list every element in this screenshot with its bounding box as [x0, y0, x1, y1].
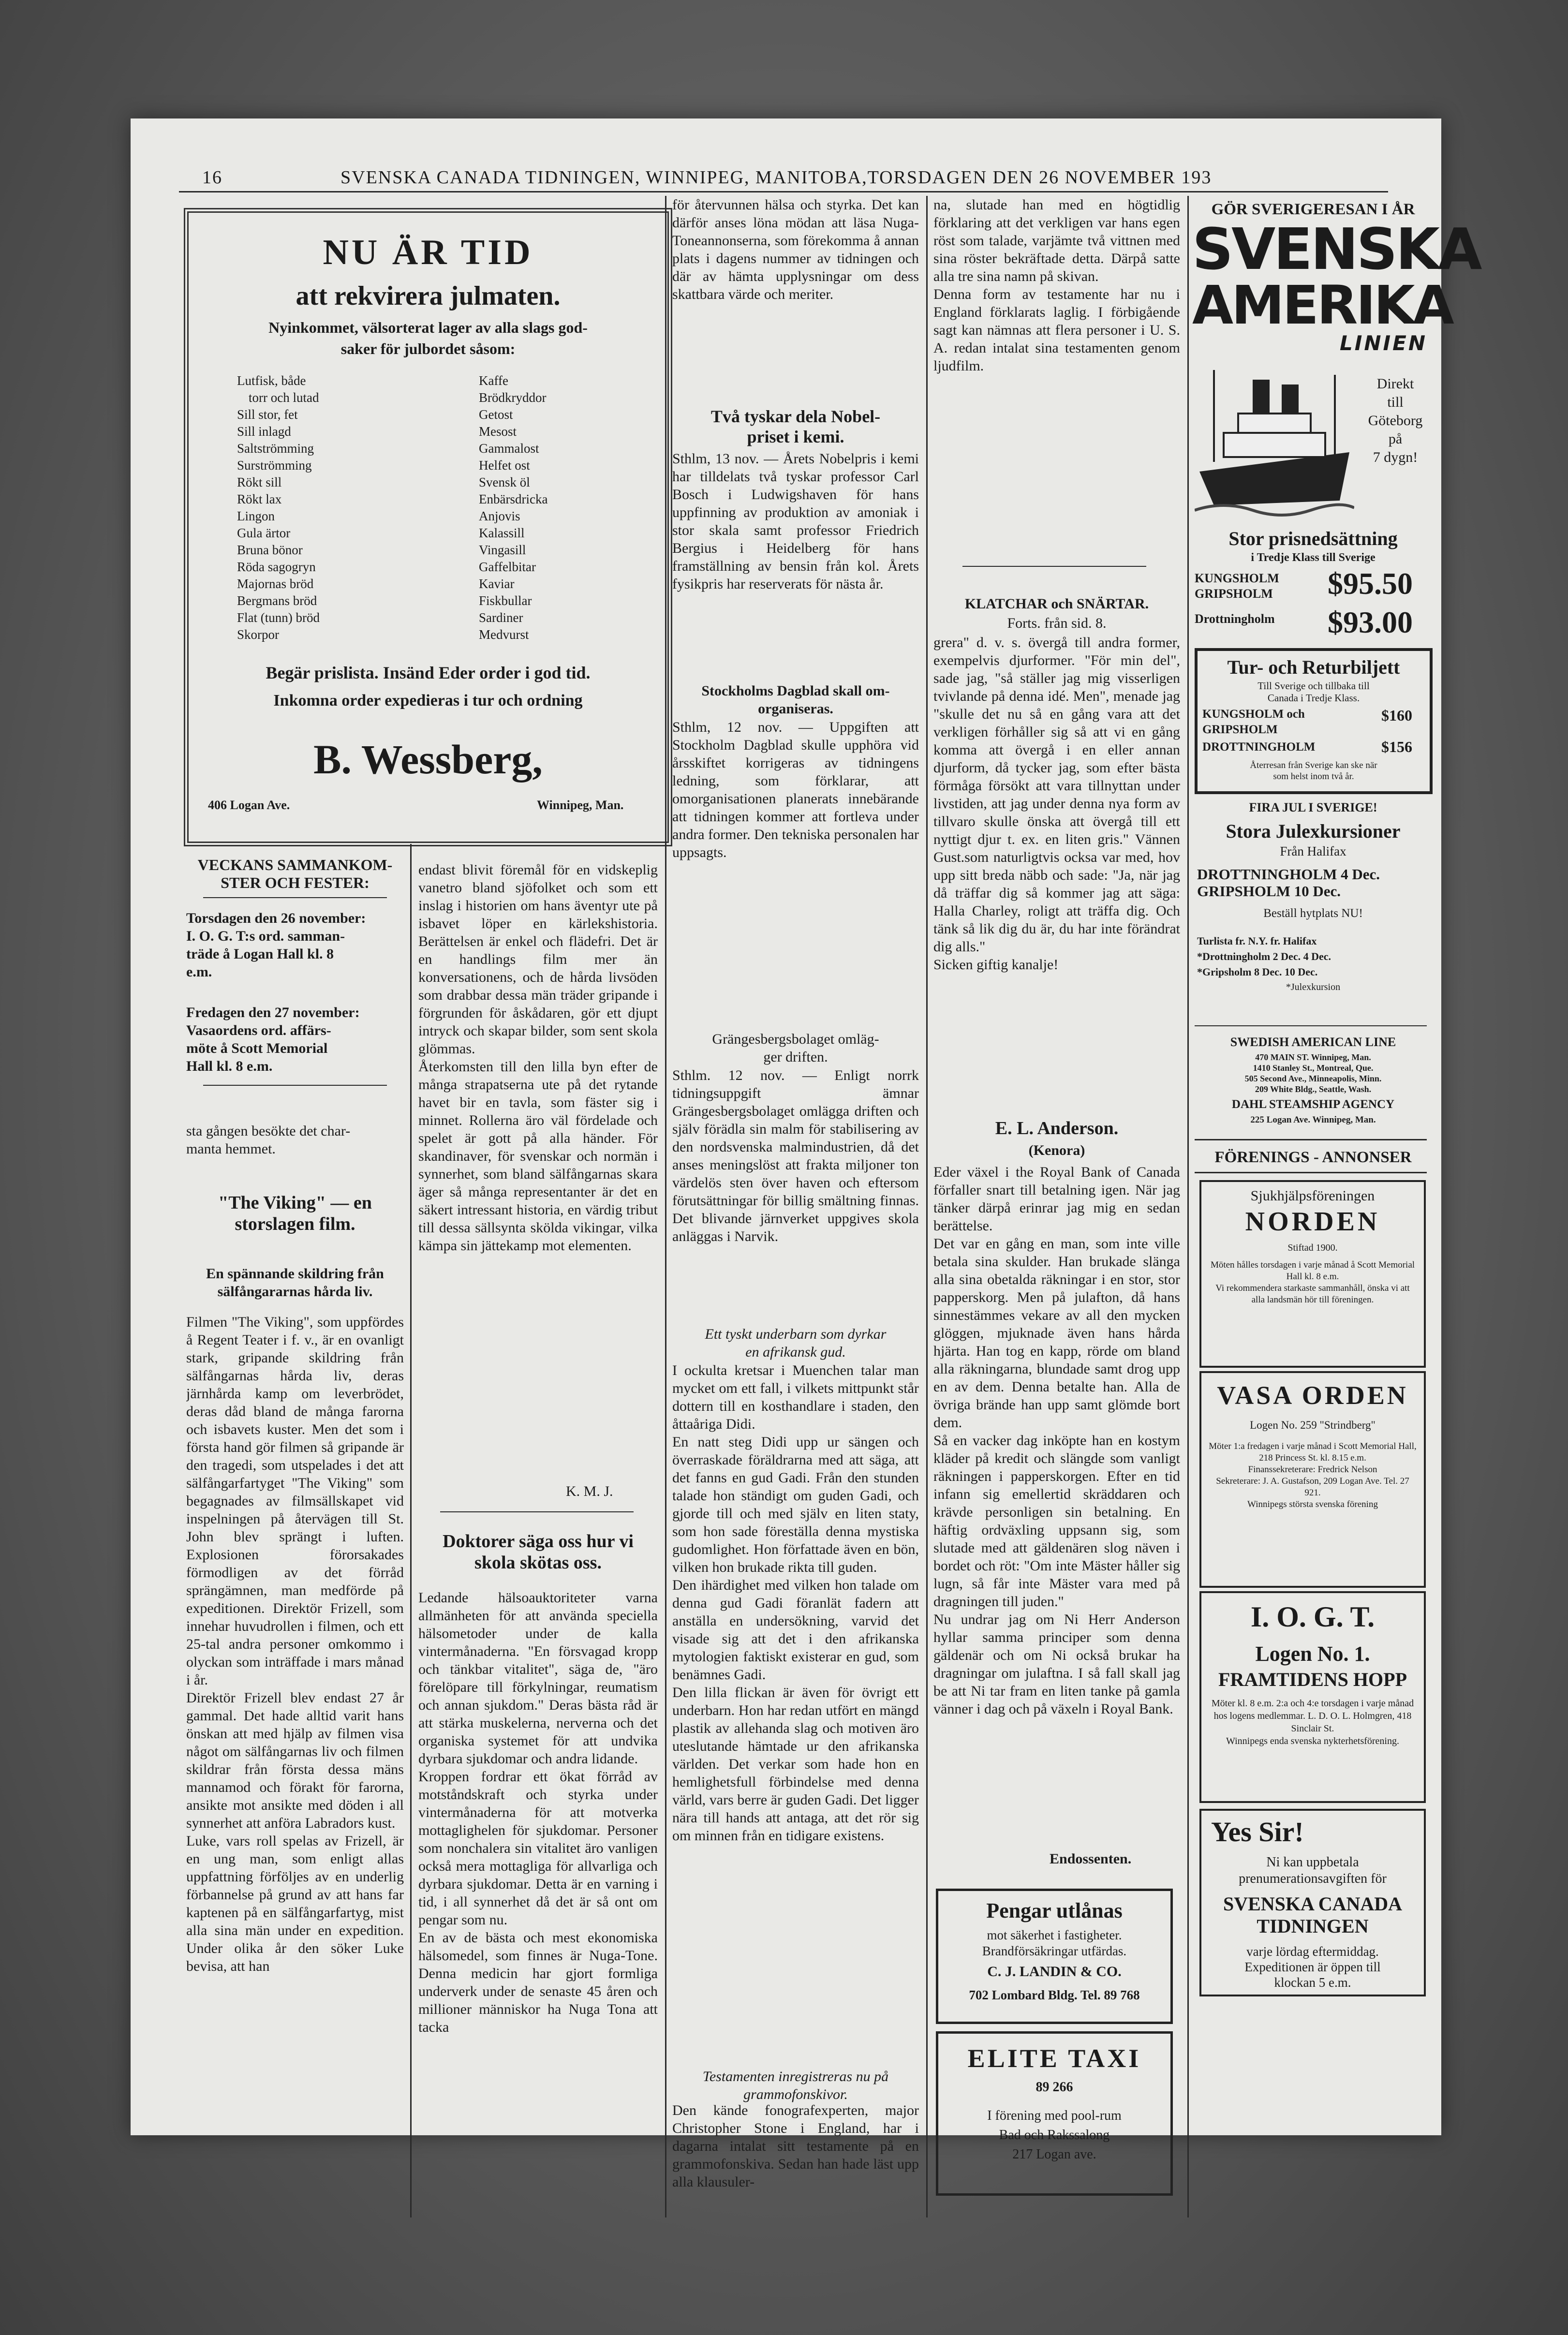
- iogt-title: I. O. G. T.: [1250, 1601, 1375, 1633]
- pengar-ad: [936, 1889, 1173, 2024]
- nobel-heading: Två tyskar dela Nobel- priset i kemi.: [710, 407, 881, 446]
- newspaper-page: [131, 118, 1480, 2190]
- ad-item: Kalassill: [479, 526, 525, 540]
- col1-text-1: Torsdagen den 26 november: I. O. G. T:s ord. samman- träde å Logan Hall kl. 8 e.m.: [186, 910, 366, 980]
- jul-heading: Stora Julexkursioner: [1226, 820, 1401, 842]
- ad-item: Brödkryddor: [479, 390, 547, 405]
- ad-item: Mesost: [479, 424, 517, 439]
- yes-title: Yes Sir!: [1211, 1816, 1304, 1847]
- tur-list: Turlista fr. N.Y. fr. Halifax *Drottningholm 2 Dec. 4 Dec. *Gripsholm 8 Dec. 10 Dec.: [1197, 935, 1331, 978]
- iogt-text: Möter kl. 8 e.m. 2:a och 4:e torsdagen i varje månad hos logens medlemmar. L. D. O. L. Holmgren, 418 Sinclair St. Winnipegs enda svenska nykterhetsförening.: [1211, 1698, 1414, 1746]
- col1-rule: [203, 897, 387, 898]
- anderson-sign: Endossenten.: [1050, 1851, 1132, 1867]
- sal-address: 470 MAIN ST. Winnipeg, Man. 1410 Stanley St., Montreal, Que. 505 Second Ave., Minneapolis, Minn. 209 White Bldg., Seattle, Wash.: [1244, 1052, 1382, 1094]
- pengar-name: C. J. LANDIN & CO.: [987, 1964, 1122, 1980]
- dagblad-heading: Stockholms Dagblad skall om- organiseras.: [701, 683, 890, 717]
- ad-item: Bruna bönor: [237, 543, 303, 557]
- jul-sailing-2: GRIPSHOLM 10 Dec.: [1197, 883, 1341, 900]
- ad-item: torr och lutad: [249, 390, 319, 405]
- ad-item: Enbärsdricka: [479, 492, 548, 506]
- wessberg-ad: [184, 208, 672, 846]
- tyskt-body: I ockulta kretsar i Muenchen talar man mycket om ett fall, i vilkets mittpunkt står dottern till en kosthandlare i staden, den åttaåriga Didi. En natt steg Didi upp ur sängen och överraskade föräldrarna med att säga, att det fanns en gud Gadi. Från den stunden talade hon ständigt om guden Gadi, och gjorde till och med själv en liten staty, som hon sade föreställa denna mystiska gudomlighet. Hon författade även en bön, vilken hon brukade rikta till guden. Den ihärdighet med vilken hon talade om denna gud Gadi föranlät fadern att anställa en undersökning, varvid det visade sig att det i den afrikanska mytologien faktiskt existerar en gud, som benämnes Gadi. Den lilla flickan är även för övrigt ett underbarn. Hon har redan utfört en mängd plastik av allehanda slag och motiven äro uteslutande hämtade ur den afrikanska världen. Det verkar som hade hon en hemlighetsfull förbindelse med denna värld, vars berre är guden Gadi. Det ligger nära till hands att antaga, att det rör sig om minnen från en tidigare existens.: [672, 1362, 919, 1844]
- ad-item: Saltströmming: [237, 441, 314, 456]
- tyskt-heading: Ett tyskt underbarn som dyrkar en afrikansk gud.: [705, 1326, 887, 1360]
- col1-heading: VECKANS SAMMANKOM- STER OCH FESTER:: [197, 856, 393, 891]
- col2-top: för återvunnen hälsa och styrka. Det kan därför anses löna mödan att läsa Nuga-Toneannonserna, som förekomma å annan plats i dagens nummer av tidningen och där av hämta upplysningar om dess skattbara värde och meriter.: [672, 197, 919, 302]
- col3-top: na, slutade han med en högtidlig förklaring att det verkligen var hans egen röst som talade, varjämte två vittnen med sina röster bekräftade detta. Därpå satte alla tre sina namn på skivan. Denna form av testamente har nu i England förklarats laglig. I förbigående sagt kan nämnas att flera personer i U. S. A. redan intalat sina testamenten genom ljudfilm.: [933, 197, 1180, 374]
- pengar-text: mot säkerhet i fastigheter. Brandförsäkringar utfärdas.: [982, 1928, 1127, 1958]
- sal-logo-1: SVENSKA: [1192, 216, 1480, 282]
- retur-sub: Till Sverige och tillbaka till Canada i Tredje Klass.: [1257, 680, 1370, 704]
- yes-sir-box: [1199, 1809, 1426, 1996]
- ad-item: Röda sagogryn: [237, 560, 316, 574]
- norden-sub: Stiftad 1900.: [1287, 1242, 1338, 1253]
- yes-foot: varje lördag eftermiddag. Expeditionen är öppen till klockan 5 e.m.: [1244, 1944, 1381, 1990]
- norden-box: [1199, 1180, 1426, 1368]
- norden-text: Möten hålles torsdagen i varje månad å Scott Memorial Hall kl. 8 e.m. Vi rekommendera starkaste sammanhåll, önska vi att alla landsmän hör till föreningen.: [1210, 1260, 1415, 1305]
- ad-address: 406 Logan Ave.: [208, 798, 290, 812]
- ad-item: Sill inlagd: [237, 424, 291, 439]
- col4-rule-2: [1195, 1139, 1427, 1140]
- header-rule: [179, 191, 1388, 192]
- ad-item: Majornas bröd: [237, 576, 314, 591]
- col4-rule-3: [1195, 1172, 1427, 1173]
- testamente-heading: Testamenten inregistreras nu på grammofonskivor.: [702, 2069, 889, 2102]
- price-heading: Stor prisnedsättning: [1228, 528, 1398, 549]
- col3-rule: [962, 566, 1146, 567]
- yes-text: Ni kan uppbetala prenumerationsavgiften för: [1239, 1855, 1387, 1886]
- ad-item: Svensk öl: [479, 475, 530, 489]
- ad-title: NU ÄR TID: [323, 233, 533, 272]
- price-1: $95.50: [1328, 566, 1413, 601]
- dahl-heading: DAHL STEAMSHIP AGENCY: [1231, 1098, 1395, 1111]
- vasa-sub: Logen No. 259 "Strindberg": [1250, 1419, 1376, 1431]
- ad-item: Kaviar: [479, 576, 515, 591]
- ad-item: Rökt lax: [237, 492, 282, 506]
- vasa-text: Möter 1:a fredagen i varje månad i Scott Memorial Hall, 218 Princess St. kl. 8.15 e.m. Finanssekreterare: Fredrick Nelson Sekreterare: J. A. Gustafson, 209 Logan Ave. Tel. 27 921. Winnipegs största svenska förening: [1209, 1441, 1417, 1509]
- viking-sub: En spännande skildring från sälfångararnas hårda liv.: [206, 1266, 384, 1300]
- ad-item: Getost: [479, 407, 513, 422]
- ad-request-1: Begär prislista. Insänd Eder order i god tid.: [266, 663, 591, 682]
- retur-price-1: $160: [1381, 707, 1412, 724]
- klatchar-sub: Forts. från sid. 8.: [1007, 615, 1107, 631]
- retur-ships-1: KUNGSHOLM och GRIPSHOLM: [1202, 708, 1305, 736]
- grange-heading: Grängesbergsbolaget omläg- ger driften.: [712, 1031, 879, 1065]
- retur-price-2: $156: [1381, 738, 1412, 755]
- ad-item: Kaffe: [479, 373, 508, 388]
- viking-body: Filmen "The Viking", som uppfördes å Regent Teater i f. v., är en ovanligt stark, gripande skildring från sälfångarnas hårda liv, deras järnhårda kamp om leverbrödet, deras dåd bland de många farorna och isbavets kuster. Men det som i första hand gör filmen så gripande är den tragedi, som utspelades i det att sälfångarfartyget "The Viking" som begagnades av filmsällskapet vid inspelningen på återvägen till St. John blev sprängt i luften. Explosionen förorsakades förmodligen av det förråd sprängämnen, man medförde på expeditionen. Direktör Frizell, som innehar huvudrollen i filmen, och ett 25-tal andra personer omkommo i olyckan som inträffade i mars månad i år. Direktör Frizell blev endast 27 år gammal. Det hade alltid varit hans önskan att med hjälp av filmen visa något om sälfångarnas liv och filmen skildrar från första dessa mäns mannamod och förakt för farorna, ansikte mot ansikte med döden i all synnerhet att anföra Labradors kust. Luke, vars roll spelas av Frizell, är en ung man, som enligt allas uppfattning förföljes av en underlig förbannelse på grund av att hans far kaptenen på en sälfångarfartyg, mist alla sina män under en expedition. Under olika år den söker Luke bevisa, att han: [186, 1314, 404, 1974]
- price-sub: i Tredje Klass till Sverige: [1251, 551, 1376, 564]
- taxi-ad: [936, 2031, 1173, 2196]
- dahl-address: 225 Logan Ave. Winnipeg, Man.: [1250, 1115, 1376, 1125]
- viking-heading: "The Viking" — en storslagen film.: [218, 1193, 372, 1234]
- ad-item: Helfet ost: [479, 458, 530, 473]
- retur-ship-2: DROTTNINGHOLM: [1202, 740, 1316, 754]
- col-divider: [665, 196, 666, 2217]
- iogt-logen: Logen No. 1.: [1255, 1642, 1370, 1666]
- ad-name: B. Wessberg,: [313, 736, 543, 783]
- nobel-body: Sthlm, 13 nov. — Årets Nobelpris i kemi har tilldelats två tyskar professor Carl Bosch i Ludwigshaven för hans uppfinning av produktion av amoniak i stor skala samt professor Friedrich Bergius i Heidelberg för hans framställning av bensin från kol. Årets fysikpris har reserverats för nästa år.: [672, 451, 919, 592]
- ad-item: Anjovis: [479, 509, 520, 523]
- anderson-sub: (Kenora): [1028, 1142, 1085, 1158]
- pengar-title: Pengar utlånas: [986, 1899, 1123, 1922]
- ad-item: Lutfisk, både: [237, 373, 306, 388]
- forenings-heading: FÖRENINGS - ANNONSER: [1214, 1149, 1412, 1166]
- klatchar-body: grera" d. v. s. övergå till andra former, exempelvis djurformer. "För min del", sade jag, "så ställer jag mig visserligen tvivlande på denna idé. Men", menade jag "skulle det nu så en gång vara att det verkligen förhåller sig så att vi en gång komma att övergå i en eller annan djurform, då tycker jag, som efter bästa förmåga försökt att vara tillnyttan under livstiden, att jag under denna nya form av tillvaro skulle önska att övergå till ett nyttigt djur t. ex. en liten gris." Vännen Gust.som naturligtvis ocksa var med, hov upp sitt breda näbb och sade: "Ja, när jag då träffar dig så kommer jag att säga: Halla Charley, roligt att träffa dig. Och tänk så lik dig du är, du har inte förändrat dig alls." Sicken giftig kanalje!: [933, 635, 1180, 973]
- ad-item: Sill stor, fet: [237, 407, 298, 422]
- testamente-body: Den kände fonografexperten, major Christopher Stone i England, har i dagarna intalat sitt testamente på en grammofonskiva. Sedan han hade läst upp alla klausuler-: [672, 2102, 919, 2190]
- vasa-box: [1199, 1371, 1426, 1588]
- ad-subtitle: att rekvirera julmaten.: [296, 281, 561, 311]
- col-divider: [410, 844, 412, 2217]
- col4-rule: [1195, 1025, 1427, 1026]
- col-divider: [1187, 196, 1189, 2217]
- ad-items-right: [479, 372, 653, 643]
- ad-item: Skorpor: [237, 627, 279, 642]
- ad-city: Winnipeg, Man.: [537, 798, 624, 812]
- ship-icon: [1195, 360, 1354, 520]
- taxi-phone: 89 266: [1035, 2080, 1073, 2095]
- ad-intro: Nyinkommet, välsorterat lager av alla slags god- saker för julbordet såsom:: [268, 319, 588, 357]
- bestall: Beställ hytplats NU!: [1263, 907, 1363, 920]
- julexkursion: *Julexkursion: [1286, 982, 1341, 992]
- ad-item: Sardiner: [479, 610, 523, 625]
- taxi-title: ELITE TAXI: [967, 2044, 1141, 2073]
- ad-item: Gammalost: [479, 441, 539, 456]
- doktorer-body: Ledande hälsoauktoriteter varna allmänheten för att använda speciella hälsometoder under de kalla vintermånaderna. "En försvagad kropp och tänkbar vitalitet", säga de, "äro förelöpare till förkylningar, reumatism och annan sjukdom." Deras bästa råd är att stärka muskelerna, nerverna och det organiska systemet för att undvika dyrbara sjukdomar och andra lidande. Kroppen fordrar ett ökat förråd av motståndskraft och styrka under vintermånaderna för att motverka mottaglighelen för sjukdomar. Personer som nonchalera sin vitalitet äro vanligen också mera mottagliga för allvarliga och dyrbara sjukdomar. Detta är en varning i tid, i all synnerhet då det är så ont om pengar som nu. En av de bästa och mest ekonomiska hälsomedel, som finnes är Nuga-Tone. Denna medicin har gjort formliga underverk under de senaste 45 åren och millioner människor ha Nuga Tona att tacka: [418, 1590, 658, 2035]
- sal-logo-2: AMERIKA: [1192, 274, 1452, 336]
- col1-rule-2: [203, 1085, 387, 1086]
- sal-direkt: Direkt till Göteborg på 7 dygn!: [1368, 376, 1423, 465]
- grange-body: Sthlm. 12 nov. — Enligt norrk tidningsuppgift ämnar Grängesbergsbolaget omlägga driften och själv förädla sin malm för stabilisering av den nordsvenska malmindustrien, då det anses meningslöst att frakta miljoner ton värdelös sten över haven och eftersom förutsättningar för billig smältning finnas. Det blivande järnverket uppgives skola anläggas i Narvik.: [672, 1067, 919, 1244]
- ad-items-left: [237, 372, 440, 643]
- retur-note: Återresan från Sverige kan ske när som helst inom två år.: [1250, 760, 1377, 782]
- viking-sign: K. M. J.: [566, 1483, 613, 1499]
- jul-sailing-1: DROTTNINGHOLM 4 Dec.: [1197, 866, 1380, 883]
- norden-title: NORDEN: [1245, 1207, 1380, 1237]
- sal-heading: SWEDISH AMERICAN LINE: [1230, 1035, 1396, 1049]
- col1-text-3: sta gången besökte det char- manta hemmet.: [186, 1123, 351, 1157]
- ad-item: Flat (tunn) bröd: [237, 610, 320, 625]
- pengar-address: 702 Lombard Bldg. Tel. 89 768: [969, 1988, 1140, 2002]
- price-2: $93.00: [1328, 605, 1413, 639]
- sal-top: GÖR SVERIGERESAN I ÅR: [1211, 201, 1415, 218]
- ad-item: Gula ärtor: [237, 526, 291, 540]
- retur-heading: Tur- och Returbiljett: [1227, 656, 1400, 678]
- col1-text-2: Fredagen den 27 november: Vasaordens ord. affärs- möte å Scott Memorial Hall kl. 8 e.m.: [186, 1005, 360, 1074]
- ad-item: Rökt sill: [237, 475, 282, 489]
- ad-item: Gaffelbitar: [479, 560, 536, 574]
- anderson-heading: E. L. Anderson.: [995, 1118, 1119, 1138]
- norden-pre: Sjukhjälpsföreningen: [1250, 1188, 1375, 1204]
- klatchar-heading: KLATCHAR och SNÄRTAR.: [964, 596, 1149, 612]
- vasa-title: VASA ORDEN: [1217, 1381, 1408, 1410]
- sal-logo-3: LINIEN: [1340, 331, 1428, 355]
- jul-from: Från Halifax: [1280, 844, 1346, 858]
- yes-name: SVENSKA CANADA TIDNINGEN: [1223, 1893, 1403, 1937]
- col1b-rule: [440, 1511, 634, 1512]
- ad-request-2: Inkomna order expedieras i tur och ordning: [273, 692, 583, 709]
- price-ship-2: Drottningholm: [1195, 612, 1275, 626]
- doktorer-heading: Doktorer säga oss hur vi skola skötas oss.: [443, 1531, 634, 1573]
- masthead: SVENSKA CANADA TIDNINGEN, WINNIPEG, MANITOBA,TORSDAGEN DEN 26 NOVEMBER 193: [340, 167, 1212, 188]
- ad-item: Surströmming: [237, 458, 312, 473]
- retur-box: [1195, 648, 1433, 794]
- page-number: 16: [202, 167, 222, 188]
- dagblad-body: Sthlm, 12 nov. — Uppgiften att Stockholm Dagblad skulle upphöra vid årsskiftet korrigeras av tidningens ledning, som förklarar, att omorganisationen planerats innebärande att tidningen kommer att fortleva under andra former. Den tekniska personalen har uppsagts.: [672, 719, 919, 860]
- fira-jul: FIRA JUL I SVERIGE!: [1249, 800, 1377, 814]
- price-ships-1: KUNGSHOLM GRIPSHOLM: [1195, 571, 1279, 601]
- iogt-name: FRAMTIDENS HOPP: [1218, 1669, 1407, 1690]
- viking-continued: endast blivit föremål för en vidskeplig vanetro bland sjöfolket och som ett inslag i historien om hans äventyr ute på isbavet löper en kärlekshistoria. Berättelsen är enkel och flädefri. Det är en handlings film mer än konversationens, och de hårda livsöden som drabbar dessa män träder gripande i förgrunden för åskådaren, gör ett djupt intryck och skapar bilder, som sent skola glömmas. Återkomsten till den lilla byn efter de många strapatserna ute på det rytande havet bir en tavla, som fäster sig i minnet. Rollerna äro väl fördelade och spelet är gott på alla händer. För skandinaver, för svenskar och normän i synnerhet, som bland sälfångarnas skara äger så många representanter är det en säkert intressant historia, en värdig tribut till dessa sällsynta skölda vikingar, vilka kämpa sin jättekamp mot elementen.: [418, 862, 658, 1254]
- ad-item: Vingasill: [479, 543, 526, 557]
- anderson-body: Eder växel i the Royal Bank of Canada förfaller snart till betalning igen. När jag tänker därpå erinrar jag mig en sedan berättelse. Det var en gång en man, som inte ville betala sina skulder. Han brukade slänga alla sina obetalda räkningar i en stor, stor papperskorg. Men på julafton, då hans sinnestämmes vekare av all den mycken glöggen, mjuknade även hans hårda hjärta. Han tog en kapp, rörde om bland alla räkningarna, blundade samt drog upp en av dem. Denna betalte han. Alla de övriga brände han upp samt glömde bort dem. Så en vacker dag inköpte han en kostym kläder på kredit och slängde som vanligt räkningen i papperskorgen. Efter en tid infann sig emellertid skräddaren och krävde personligen sin betalning. En häftig ordväxling uppsann sig, som slutade med att gäldenären slog näven i bordet och röt: "Om inte Mäster håller sig lugn, så får inte Mäster vara med på dragningen till juden." Nu undrar jag om Ni Herr Anderson hyllar samma principer som denna gäldenär och om Ni också brukar ha dragningar om julaftna. I så fall skall jag be att Ni tar fram en liten tanke på gamla vänner i dag och på växeln i Royal Bank.: [933, 1164, 1180, 1717]
- col-divider: [926, 196, 928, 2217]
- ad-item: Lingon: [237, 509, 275, 523]
- ad-item: Medvurst: [479, 627, 529, 642]
- ad-item: Bergmans bröd: [237, 593, 317, 608]
- taxi-text: I förening med pool-rum Bad och Rakssalong 217 Logan ave.: [987, 2108, 1122, 2162]
- ad-item: Fiskbullar: [479, 593, 532, 608]
- iogt-box: [1199, 1591, 1426, 1803]
